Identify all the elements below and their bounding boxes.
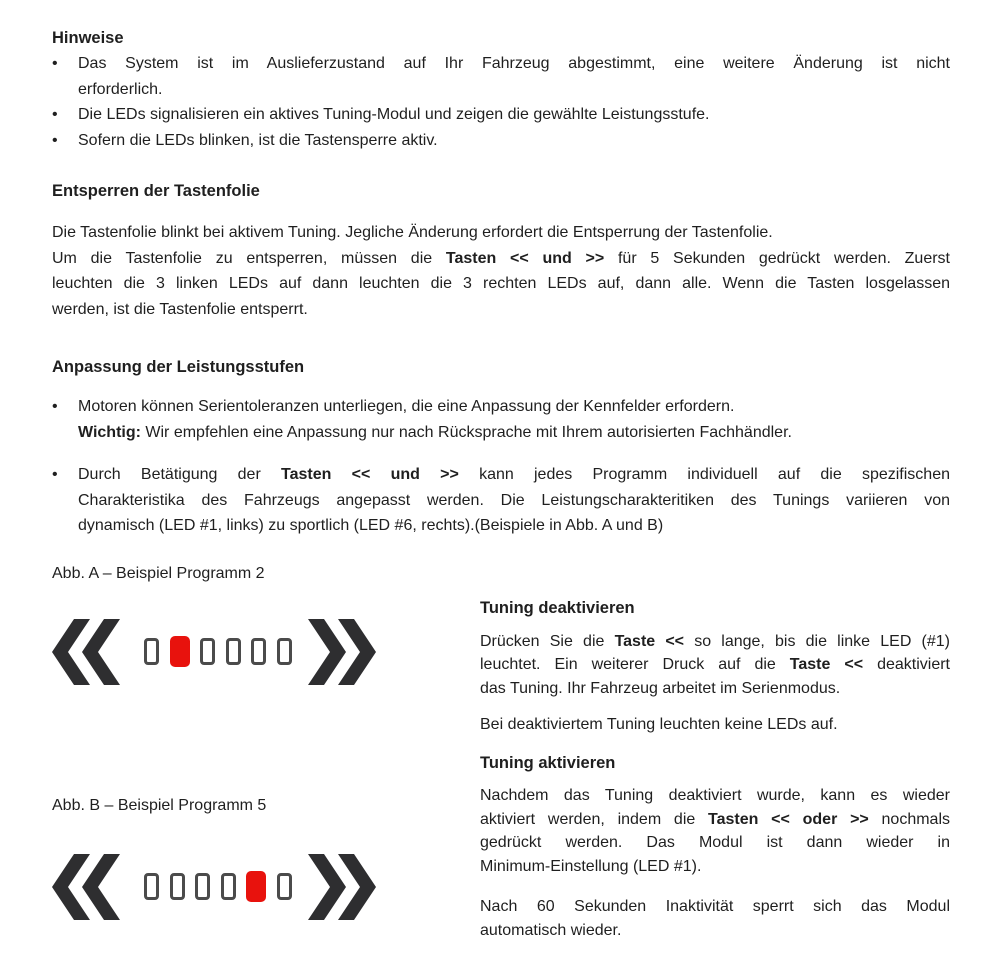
text-line: Drücken Sie die Taste << so lange, bis die linke LED (#1) [480,632,950,650]
bullet-marker: • [52,55,58,72]
bullet-item [52,102,950,128]
bullet-text [78,128,950,154]
tuning-activate-heading: Tuning aktivieren [480,754,616,772]
text-line: das Tuning. Ihr Fahrzeug arbeitet im Serienmodus. [480,679,841,697]
led-active [246,871,266,902]
text-line: Um die Tastenfolie zu entsperren, müssen die Tasten << und >> für 5 Sekunden gedrückt werden. Zuerst [52,249,950,267]
bullet-text [78,394,950,445]
led-inactive [277,638,292,665]
text-line: Durch Betätigung der Tasten << und >> kann jedes Programm individuell auf die spezifischen [78,466,951,483]
figures-column [52,560,480,943]
text-line: Minimum-Einstellung (LED #1). [480,857,702,875]
text-line: gedrückt werden. Das Modul ist dann wieder in [480,834,950,851]
figures-and-instructions [52,560,950,943]
tuning-activate-paragraph-2 [480,895,950,942]
text-line: Das System ist im Auslieferzustand auf Ihr Fahrzeug abgestimmt, eine weitere Änderung ist nicht [78,55,950,72]
figure-b-label: Abb. B – Beispiel Programm 5 [52,796,267,814]
chevron-right-icon [308,854,376,920]
tuning-activate-paragraph-1 [480,784,950,878]
text-line: dynamisch (LED #1, links) zu sportlich (LED #6, rechts).(Beispiele in Abb. A und B) [78,517,664,534]
section-hinweise [52,26,950,153]
bullet-item [52,462,950,539]
led-inactive [277,873,292,900]
led-inactive [200,638,215,665]
text-line: Nach 60 Sekunden Inaktivität sperrt sich das Modul [480,898,950,915]
bullet-item [52,128,950,154]
text-line: leuchtet. Ein weiterer Druck auf die Taste << deaktiviert [480,656,950,673]
entsperren-paragraph-2 [52,246,950,323]
led-inactive [221,873,236,900]
anpassung-heading: Anpassung der Leistungsstufen [52,358,305,376]
text-line: aktiviert werden, indem die Tasten << oder >> nochmals [480,810,951,828]
bullet-marker: • [52,466,58,483]
led-inactive [195,873,210,900]
text-line: erforderlich. [78,80,163,98]
section-anpassung [52,355,950,539]
bullet-text [78,51,950,102]
bullet-marker: • [52,106,58,123]
section-entsperren [52,179,950,322]
entsperren-heading: Entsperren der Tastenfolie [52,182,260,200]
bullet-text [78,462,950,539]
led-row [144,871,292,902]
hinweise-bullet-list [52,51,950,153]
tuning-deactivate-heading: Tuning deaktivieren [480,598,635,617]
text-line: Wichtig: Wir empfehlen eine Anpassung nur nach Rücksprache mit Ihrem autorisierten Fachhändler. [78,423,792,441]
led-inactive [251,638,266,665]
led-inactive [144,873,159,900]
text-line: Nachdem das Tuning deaktiviert wurde, kann es wieder [480,787,950,804]
chevron-left-icon [52,619,120,685]
bullet-item [52,394,950,445]
led-inactive [144,638,159,665]
chevron-right-icon [308,619,376,685]
figure-a-label: Abb. A – Beispiel Programm 2 [52,564,265,582]
text-line: Charakteristika des Fahrzeugs angepasst werden. Die Leistungscharakteritiken des Tunings variieren von [78,491,950,509]
bullet-marker: • [52,398,58,415]
text-line: Bei deaktiviertem Tuning leuchten keine LEDs auf. [480,716,838,733]
chevron-left-icon [52,854,120,920]
text-line: Motoren können Serientoleranzen unterliegen, die eine Anpassung der Kennfelder erfordern. [78,398,735,415]
figure-a-led-diagram [52,617,480,687]
bullet-text [78,102,950,128]
instructions-column [480,560,950,943]
tuning-deactivate-paragraph-1 [480,630,950,701]
led-inactive [170,873,185,900]
text-line: Die Tastenfolie blinkt bei aktivem Tuning. Jegliche Änderung erfordert die Entsperrung der Tastenfolie. [52,224,773,241]
text-line: werden, ist die Tastenfolie entsperrt. [52,300,308,318]
bullet-item [52,51,950,102]
hinweise-heading: Hinweise [52,29,124,47]
text-line: leuchten die 3 linken LEDs auf dann leuchten die 3 rechten LEDs auf, dann alle. Wenn die Tasten losgelassen [52,275,950,292]
figure-b-led-diagram [52,852,480,922]
led-row [144,636,292,667]
led-inactive [226,638,241,665]
entsperren-paragraph-1 [52,220,950,246]
bullet-marker: • [52,131,58,149]
text-line: automatisch wieder. [480,921,622,939]
led-active [170,636,190,667]
text-line: Sofern die LEDs blinken, ist die Tastensperre aktiv. [78,131,438,149]
tuning-deactivate-paragraph-2 [480,713,950,737]
text-line: Die LEDs signalisieren ein aktives Tuning-Modul und zeigen die gewählte Leistungsstufe. [78,106,710,123]
